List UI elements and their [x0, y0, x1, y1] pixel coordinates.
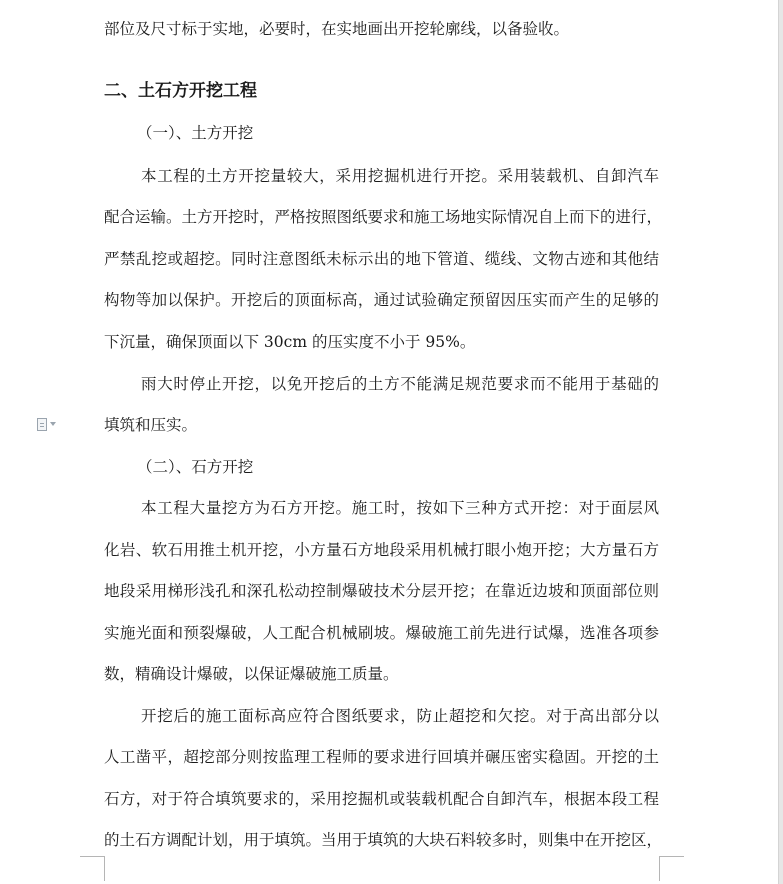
section-heading: 二、土石方开挖工程 [104, 81, 257, 101]
paragraph-line: 地段采用梯形浅孔和深孔松动控制爆破技术分层开挖；在靠近边坡和顶面部位则 [104, 582, 659, 600]
paragraph-line: 的土石方调配计划，用于填筑。当用于填筑的大块石料较多时，则集中在开挖区， [104, 831, 663, 849]
paragraph-line: 部位及尺寸标于实地，必要时，在实地画出开挖轮廓线，以备验收。 [104, 20, 570, 38]
paragraph-line: 石方，对于符合填筑要求的，采用挖掘机或装载机配合自卸汽车，根据本段工程 [104, 790, 659, 808]
paragraph-line: 雨大时停止开挖，以免开挖后的土方不能满足规范要求而不能用于基础的 [141, 375, 659, 393]
chevron-down-icon [50, 422, 56, 426]
paragraph-line: 化岩、软石用推土机开挖，小方量石方地段采用机械打眼小炮开挖；大方量石方 [104, 541, 659, 559]
subsection-heading: （二）、石方开挖 [137, 458, 254, 476]
subsection-heading: （一）、土方开挖 [137, 124, 254, 142]
paragraph-line: 实施光面和预裂爆破，人工配合机械刷坡。爆破施工前先进行试爆，选准各项参 [104, 624, 659, 642]
paragraph-line: 开挖后的施工面标高应符合图纸要求，防止超挖和欠挖。对于高出部分以 [141, 707, 659, 725]
document-icon [37, 418, 47, 431]
paragraph-line: 下沉量，确保顶面以下 30cm 的压实度不小于 95%。 [104, 333, 476, 351]
paragraph-line: 配合运输。土方开挖时，严格按照图纸要求和施工场地实际情况自上而下的进行， [104, 208, 663, 226]
scrollbar[interactable] [778, 0, 783, 884]
paragraph-line: 数，精确设计爆破，以保证爆破施工质量。 [104, 665, 399, 683]
paragraph-line: 本工程的土方开挖量较大，采用挖掘机进行开挖。采用装载机、自卸汽车 [141, 167, 659, 185]
paragraph-line: 本工程大量挖方为石方开挖。施工时，按如下三种方式开挖：对于面层风 [141, 499, 659, 517]
page-corner-mark-right [659, 856, 684, 881]
paragraph-line: 构物等加以保护。开挖后的顶面标高，通过试验确定预留因压实而产生的足够的 [104, 291, 659, 309]
paragraph-options-button[interactable] [37, 416, 65, 432]
paragraph-line: 人工凿平，超挖部分则按监理工程师的要求进行回填并碾压密实稳固。开挖的土 [104, 748, 659, 766]
page-corner-mark-left [80, 856, 105, 881]
paragraph-line: 严禁乱挖或超挖。同时注意图纸未标示出的地下管道、缆线、文物古迹和其他结 [104, 250, 659, 268]
paragraph-line: 填筑和压实。 [104, 416, 198, 434]
